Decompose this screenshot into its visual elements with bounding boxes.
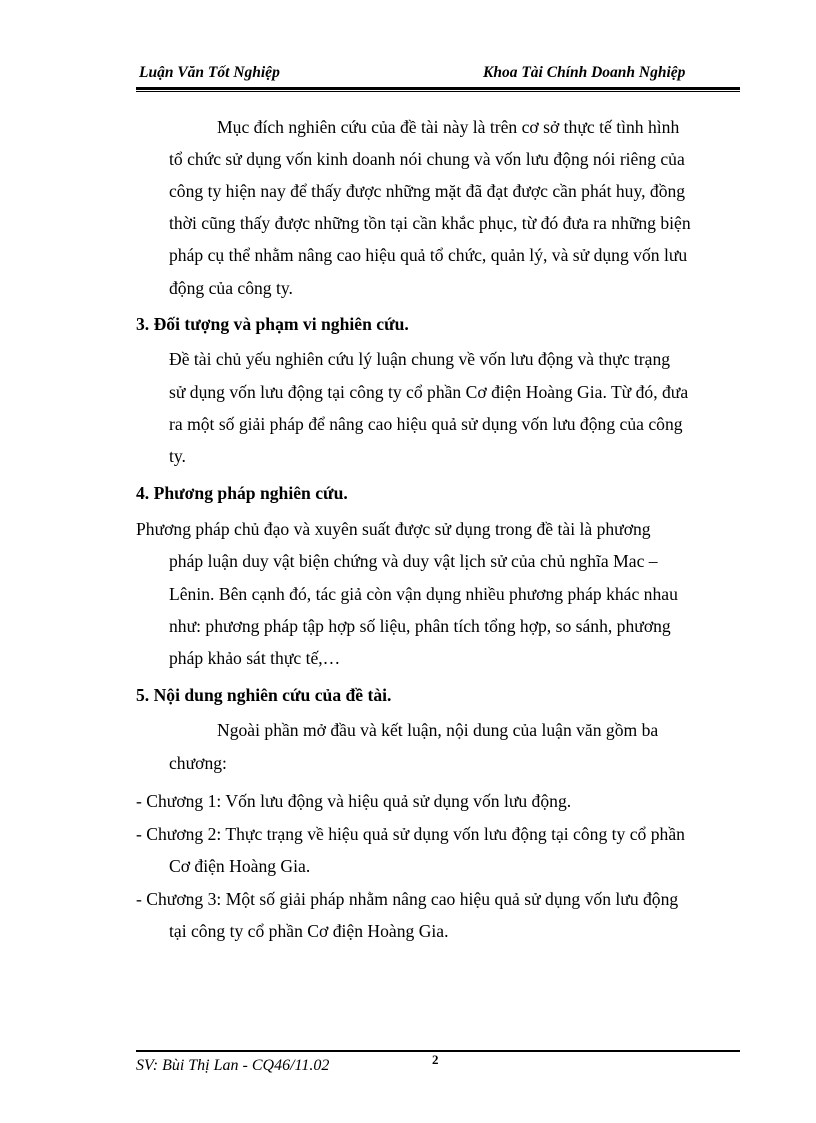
paragraph-line: Đề tài chủ yếu nghiên cứu lý luận chung về vốn lưu động và thực trạng xyxy=(169,349,671,369)
paragraph-line: ty. xyxy=(169,446,186,466)
page-number: 2 xyxy=(432,1052,439,1067)
chapter-list-item: - Chương 1: Vốn lưu động và hiệu quả sử dụng vốn lưu động. xyxy=(136,791,572,811)
paragraph-line: sử dụng vốn lưu động tại công ty cổ phần Cơ điện Hoàng Gia. Từ đó, đưa xyxy=(169,382,689,402)
paragraph-line: Ngoài phần mở đầu và kết luận, nội dung của luận văn gồm ba xyxy=(217,720,659,740)
footer-student: SV: Bùi Thị Lan - CQ46/11.02 xyxy=(136,1057,330,1074)
paragraph-line: pháp khảo sát thực tế,… xyxy=(169,648,341,668)
paragraph-line: công ty hiện nay để thấy được những mặt đã đạt được cần phát huy, đồng xyxy=(169,181,686,201)
paragraph-line: Mục đích nghiên cứu của đề tài này là trên cơ sở thực tế tình hình xyxy=(217,117,680,137)
running-header-right: Khoa Tài Chính Doanh Nghiệp xyxy=(483,64,686,81)
header-rule xyxy=(136,87,740,90)
paragraph-line: tổ chức sử dụng vốn kinh doanh nói chung và vốn lưu động nói riêng của xyxy=(169,149,685,169)
paragraph-line: ra một số giải pháp để nâng cao hiệu quả sử dụng vốn lưu động của công xyxy=(169,414,683,434)
chapter-list-item: - Chương 3: Một số giải pháp nhằm nâng cao hiệu quả sử dụng vốn lưu động xyxy=(136,889,679,909)
running-header-left: Luận Văn Tốt Nghiệp xyxy=(139,64,280,81)
chapter-list-item: Cơ điện Hoàng Gia. xyxy=(169,856,311,876)
chapter-list-item: tại công ty cổ phần Cơ điện Hoàng Gia. xyxy=(169,921,449,941)
header-rule-thin xyxy=(136,91,740,92)
chapter-list-item: - Chương 2: Thực trạng về hiệu quả sử dụng vốn lưu động tại công ty cổ phần xyxy=(136,824,685,844)
paragraph-line: thời cũng thấy được những tồn tại cần khắc phục, từ đó đưa ra những biện xyxy=(169,213,691,233)
section-heading: 5. Nội dung nghiên cứu của đề tài. xyxy=(136,685,392,705)
paragraph-line: chương: xyxy=(169,753,227,773)
paragraph-line: Lênin. Bên cạnh đó, tác giả còn vận dụng nhiều phương pháp khác nhau xyxy=(169,584,678,604)
paragraph-line: như: phương pháp tập hợp số liệu, phân tích tổng hợp, so sánh, phương xyxy=(169,616,671,636)
paragraph-line: Phương pháp chủ đạo và xuyên suất được sử dụng trong đề tài là phương xyxy=(136,519,651,539)
paragraph-line: động của công ty. xyxy=(169,278,293,298)
paragraph-line: pháp cụ thể nhằm nâng cao hiệu quả tổ chức, quản lý, và sử dụng vốn lưu xyxy=(169,245,688,265)
section-heading: 3. Đối tượng và phạm vi nghiên cứu. xyxy=(136,314,409,334)
section-heading: 4. Phương pháp nghiên cứu. xyxy=(136,483,348,503)
paragraph-line: pháp luận duy vật biện chứng và duy vật lịch sử của chủ nghĩa Mac – xyxy=(169,551,658,571)
